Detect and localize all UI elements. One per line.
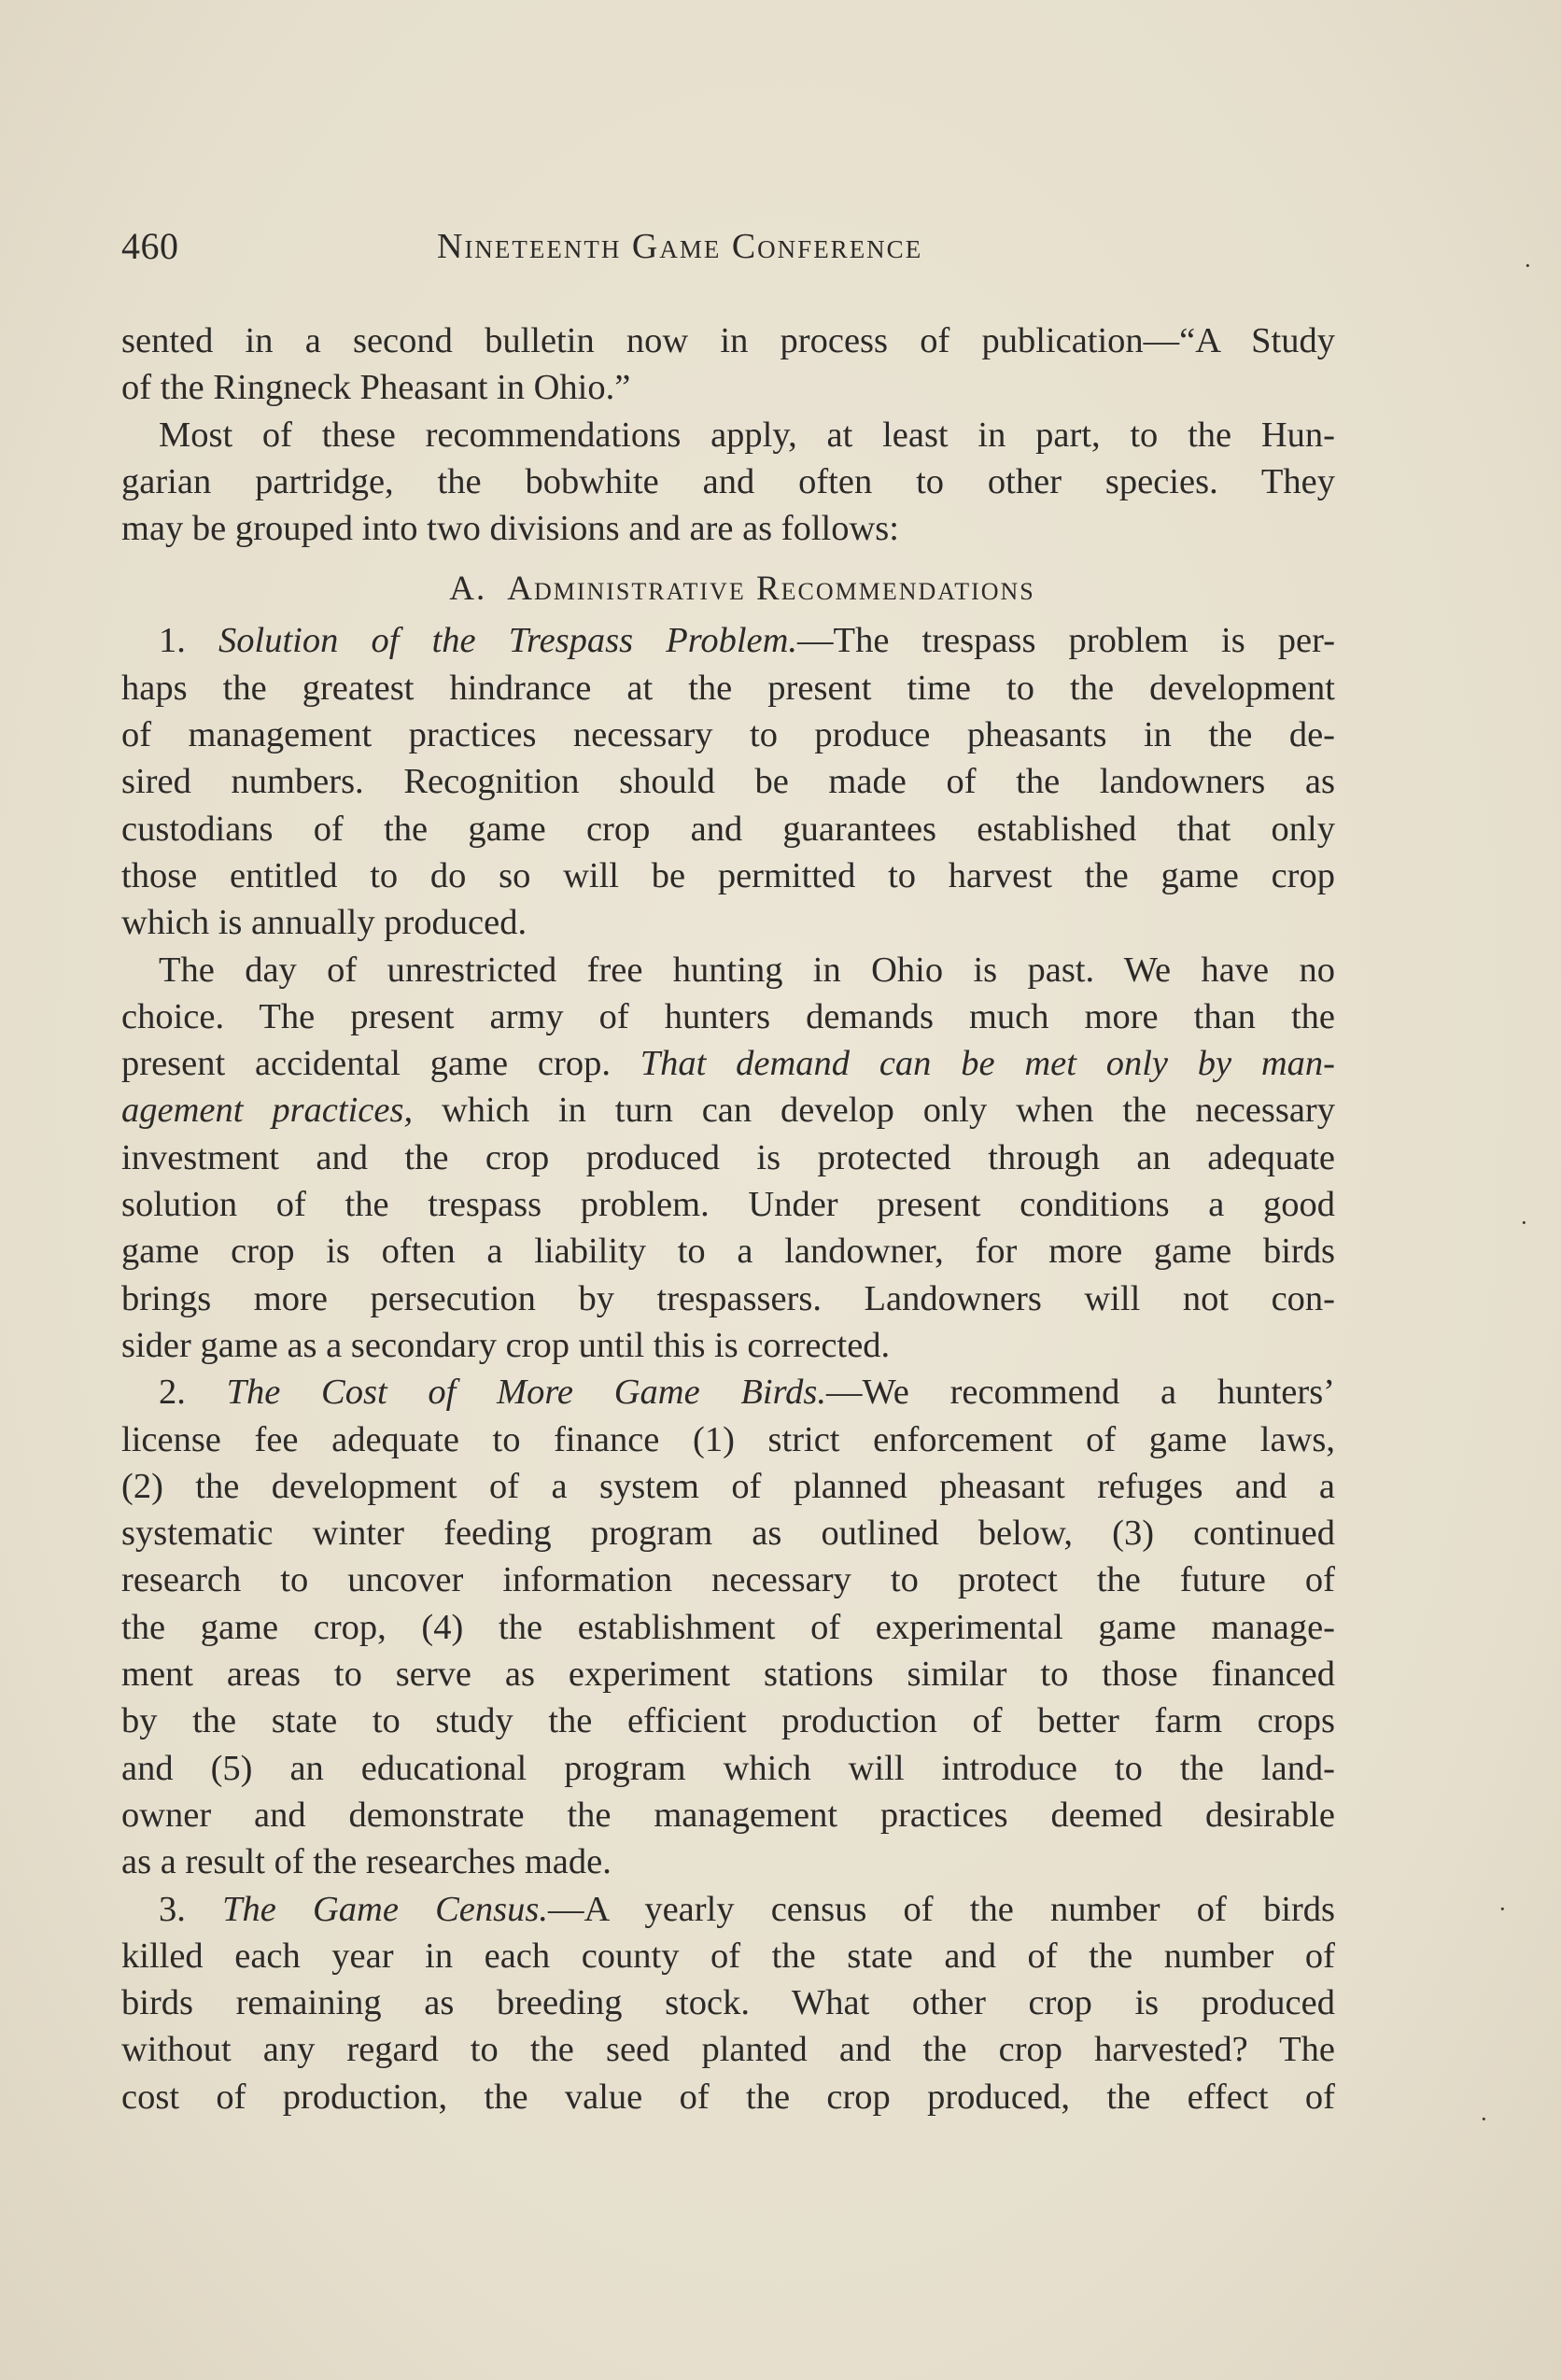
item-title: The Game Census.: [222, 1889, 548, 1929]
item-number: 2.: [159, 1373, 186, 1413]
margin-mark: ·: [1498, 1895, 1507, 1922]
text-line: license fee adequate to finance (1) strict enforcement of game laws,: [121, 1419, 1335, 1459]
italic-segment: agement practices,: [121, 1091, 414, 1131]
text-line: killed each year in each county of the state and of the number of: [121, 1936, 1335, 1976]
text-line: birds remaining as breeding stock. What other crop is produced: [121, 1983, 1335, 2023]
text-line: systematic winter feeding program as outlined below, (3) continued: [121, 1514, 1335, 1554]
text-line: Most of these recommendations apply, at least in part, to the Hun-: [159, 415, 1335, 455]
text-line: (2) the development of a system of planned pheasant refuges and a: [121, 1466, 1335, 1506]
text-line: choice. The present army of hunters demands much more than the: [121, 996, 1335, 1036]
text-line: solution of the trespass problem. Under present conditions a good: [121, 1185, 1335, 1225]
text-line: garian partridge, the bobwhite and often to other species. They: [121, 461, 1335, 501]
mixed-line: [121, 1087, 1335, 1134]
text-line: those entitled to do so will be permitted to harvest the game crop: [121, 855, 1335, 895]
running-head: Nineteenth Game Conference: [437, 227, 923, 266]
item-text: —A yearly census of the number of birds: [547, 1889, 1336, 1929]
text-line: by the state to study the efficient production of better farm crops: [121, 1701, 1335, 1741]
page-number: 460: [121, 225, 179, 267]
text-line: of management practices necessary to produce pheasants in the de-: [121, 715, 1335, 755]
item-title: The Cost of More Game Birds.: [226, 1373, 827, 1413]
italic-segment: That demand can be met only by man-: [640, 1044, 1336, 1084]
section-heading: [121, 552, 1335, 617]
section-letter: A.: [449, 570, 487, 609]
text-line: sider game as a secondary crop until this is corrected.: [121, 1325, 891, 1365]
item-2-first-line: [121, 1369, 1335, 1415]
section-title: Administrative Recommendations: [507, 570, 1035, 609]
text-line: and (5) an educational program which will introduce to the land-: [121, 1748, 1335, 1788]
text-line: the game crop, (4) the establishment of experimental game manage-: [121, 1607, 1335, 1647]
text-line: without any regard to the seed planted and the crop harvested? The: [121, 2030, 1335, 2070]
text-line: sented in a second bulletin now in process of publication—“A Study: [121, 321, 1335, 360]
margin-mark: ·: [1524, 252, 1532, 279]
margin-mark: ·: [1480, 2105, 1488, 2133]
text-segment: present accidental game crop.: [121, 1044, 611, 1084]
text-line: The day of unrestricted free hunting in Ohio is past. We have no: [159, 950, 1335, 990]
item-number: 1.: [159, 621, 186, 661]
text-line: sired numbers. Recognition should be made of the landowners as: [121, 762, 1335, 802]
body-text: [121, 317, 1335, 2120]
text-line: custodians of the game crop and guarantees established that only: [121, 809, 1335, 849]
item-1-first-line: [121, 617, 1335, 664]
page-header: [121, 224, 1335, 280]
item-3-first-line: [121, 1886, 1335, 1933]
text-line: research to uncover information necessary to protect the future of: [121, 1560, 1335, 1600]
text-line: haps the greatest hindrance at the present time to the development: [121, 668, 1335, 708]
text-line: which is annually produced.: [121, 903, 527, 943]
margin-mark: ·: [1520, 1209, 1528, 1236]
text-line: as a result of the researches made.: [121, 1842, 612, 1882]
text-line: game crop is often a liability to a landowner, for more game birds: [121, 1232, 1335, 1272]
item-text: —We recommend a hunters’: [826, 1373, 1336, 1413]
mixed-line: [121, 1040, 1335, 1087]
text-segment: which in turn can develop only when the necessary: [441, 1091, 1335, 1131]
text-line: ment areas to serve as experiment stations similar to those financed: [121, 1655, 1335, 1695]
item-title: Solution of the Trespass Problem.: [218, 621, 798, 661]
text-line: owner and demonstrate the management practices deemed desirable: [121, 1795, 1335, 1835]
item-text: —The trespass problem is per-: [797, 621, 1336, 661]
text-line: of the Ringneck Pheasant in Ohio.”: [121, 368, 631, 408]
text-line: cost of production, the value of the crop produced, the effect of: [121, 2077, 1335, 2117]
text-line: brings more persecution by trespassers. Landowners will not con-: [121, 1278, 1335, 1318]
text-line: investment and the crop produced is protected through an adequate: [121, 1137, 1335, 1177]
item-number: 3.: [159, 1889, 186, 1929]
text-line: may be grouped into two divisions and are as follows:: [121, 509, 899, 549]
